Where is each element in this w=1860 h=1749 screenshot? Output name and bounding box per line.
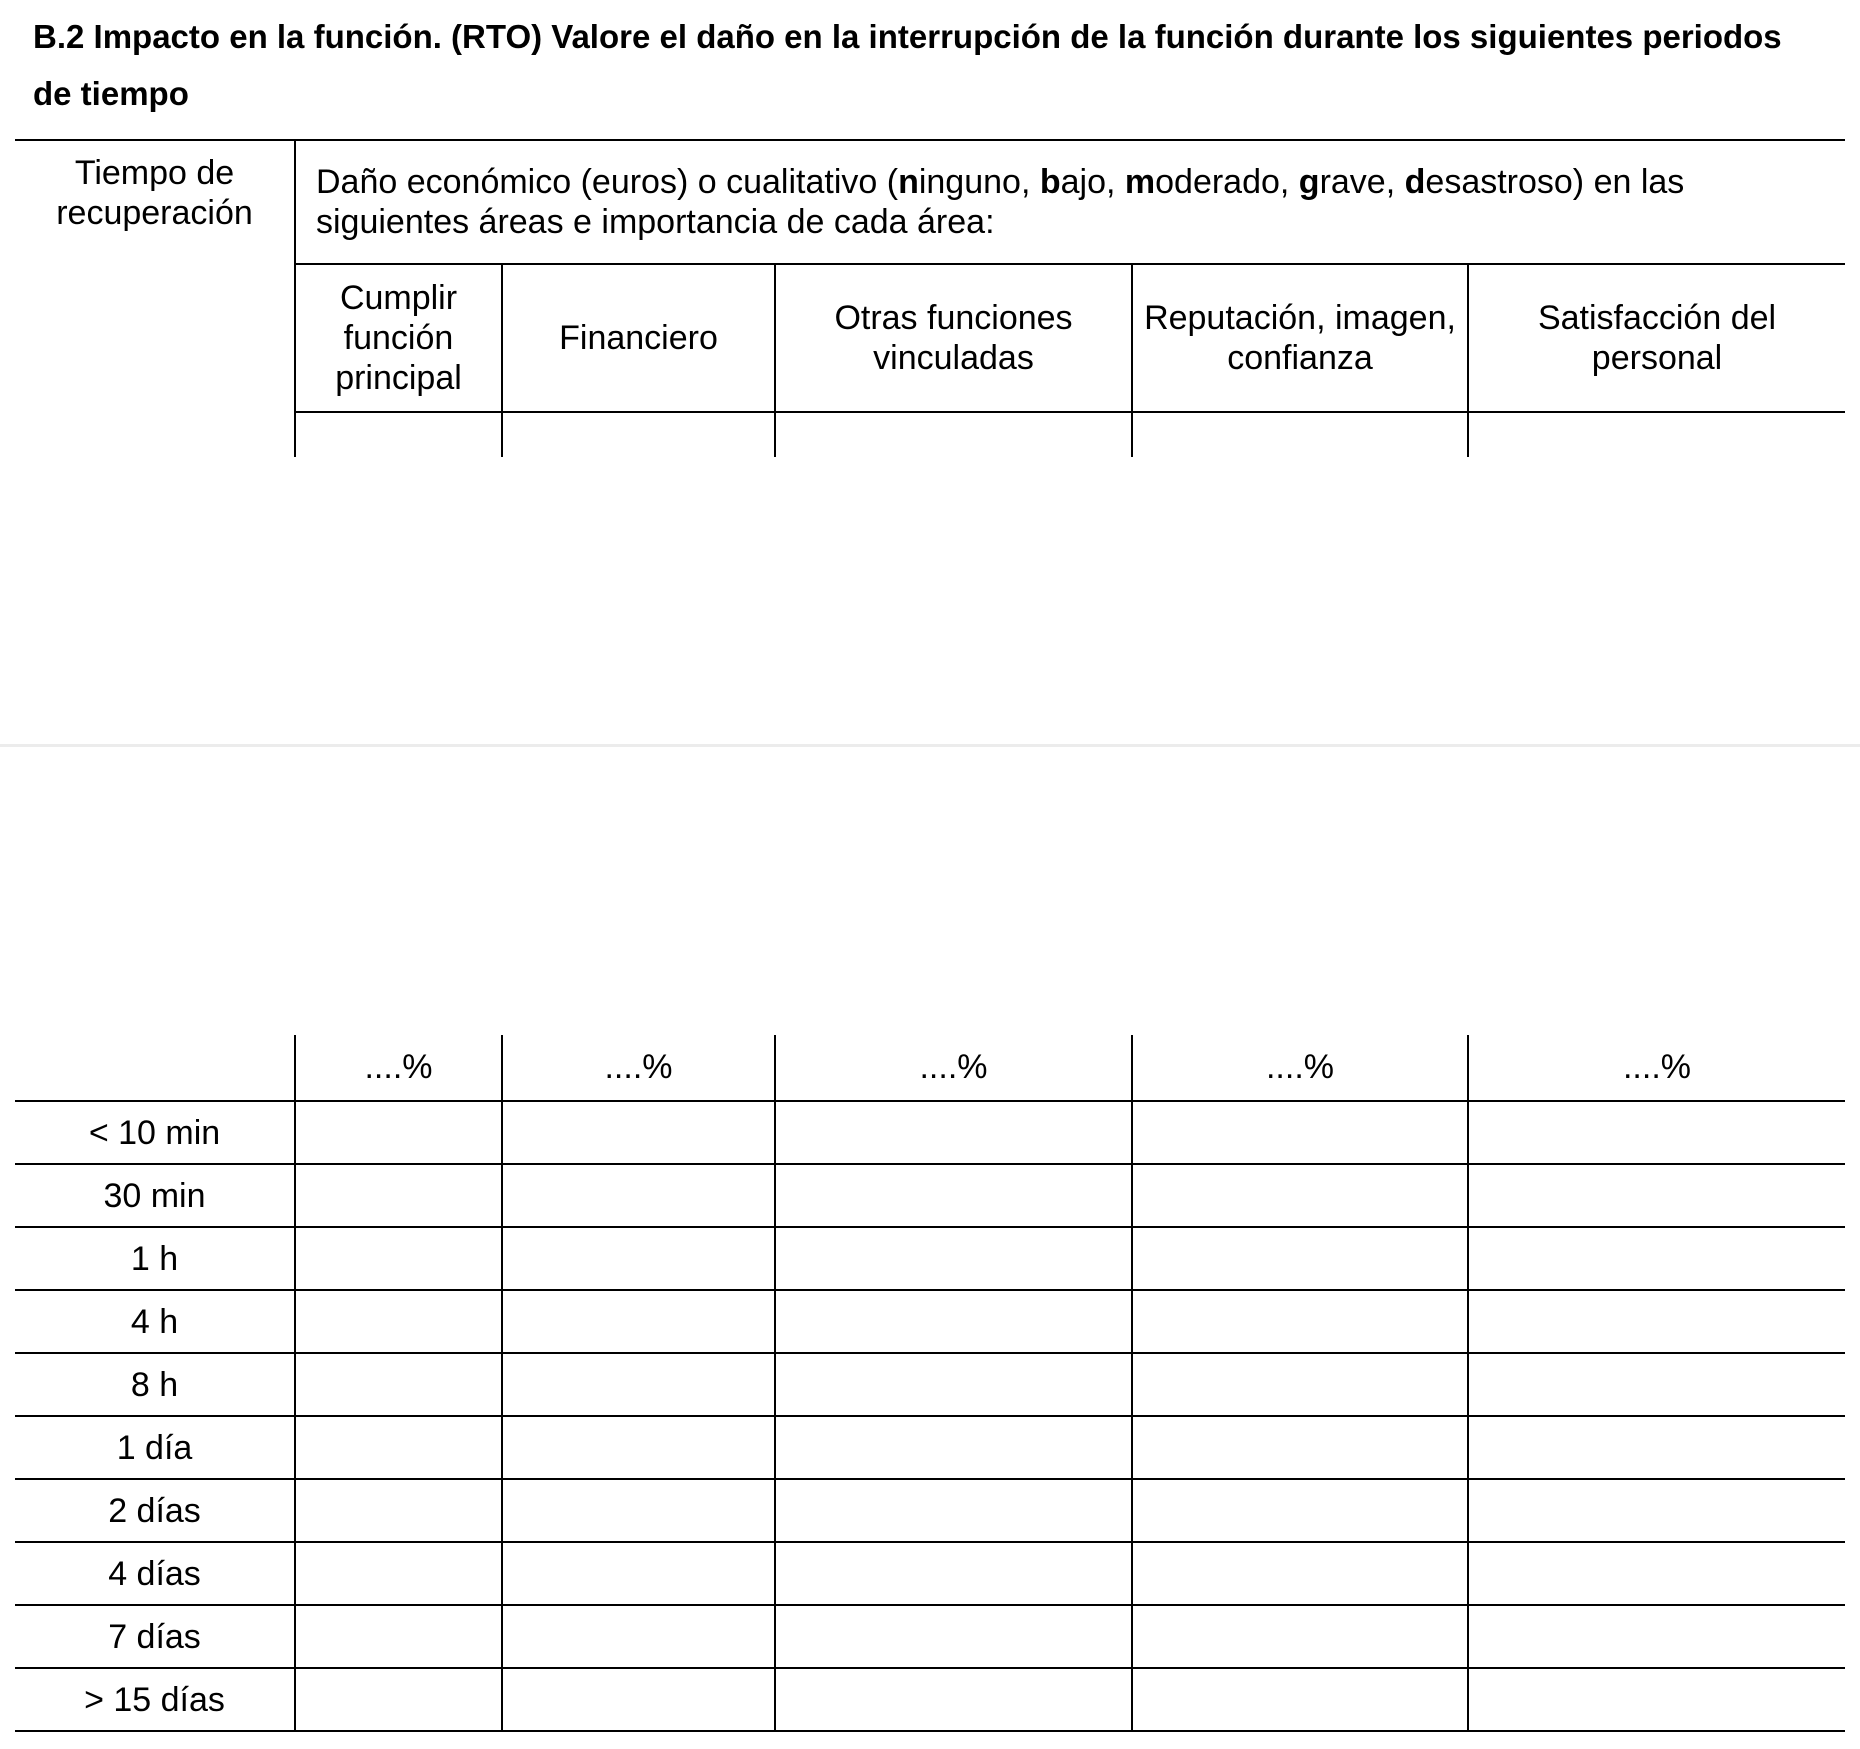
input-cell[interactable]	[295, 1416, 502, 1479]
period-label: < 10 min	[15, 1101, 295, 1164]
table-row	[15, 1353, 1845, 1416]
period-label: 1 h	[15, 1227, 295, 1290]
input-cell[interactable]	[775, 1668, 1132, 1731]
input-cell[interactable]	[1132, 1605, 1468, 1668]
input-cell[interactable]	[775, 1479, 1132, 1542]
period-label: 30 min	[15, 1164, 295, 1227]
input-cell[interactable]	[295, 1668, 502, 1731]
period-label: 7 días	[15, 1605, 295, 1668]
input-cell[interactable]	[502, 1227, 775, 1290]
section-title: B.2 Impacto en la función. (RTO) Valore el daño en la interrupción de la función durante los siguientes periodos de tiempo	[33, 18, 1782, 112]
area-header-linked-functions: Otras funciones vinculadas	[775, 264, 1132, 412]
input-cell[interactable]	[1468, 1290, 1845, 1353]
input-cell[interactable]	[295, 1542, 502, 1605]
damage-description-header: Daño económico (euros) o cualitativo (ninguno, bajo, moderado, grave, desastroso) en las siguientes áreas e importancia de cada área:	[295, 140, 1845, 264]
input-cell[interactable]	[502, 1101, 775, 1164]
importance-main-function[interactable]: ....%	[295, 1035, 502, 1101]
table-row	[15, 1101, 1845, 1164]
table-row	[15, 1605, 1845, 1668]
input-cell[interactable]	[295, 1479, 502, 1542]
input-cell[interactable]	[1132, 1668, 1468, 1731]
empty-cell	[775, 412, 1132, 457]
input-cell[interactable]	[502, 1542, 775, 1605]
importance-linked-functions[interactable]: ....%	[775, 1035, 1132, 1101]
table-row	[15, 1164, 1845, 1227]
input-cell[interactable]	[1468, 1605, 1845, 1668]
input-cell[interactable]	[1132, 1164, 1468, 1227]
input-cell[interactable]	[1468, 1101, 1845, 1164]
input-cell[interactable]	[1132, 1290, 1468, 1353]
input-cell[interactable]	[502, 1668, 775, 1731]
input-cell[interactable]	[775, 1542, 1132, 1605]
period-label: > 15 días	[15, 1668, 295, 1731]
area-header-main-function: Cumplir función principal	[295, 264, 502, 412]
empty-cell	[502, 412, 775, 457]
table-row	[15, 1668, 1845, 1731]
input-cell[interactable]	[502, 1416, 775, 1479]
input-cell[interactable]	[502, 1353, 775, 1416]
input-cell[interactable]	[295, 1605, 502, 1668]
importance-staff-satisfaction[interactable]: ....%	[1622, 1047, 1692, 1086]
period-label: 4 h	[15, 1290, 295, 1353]
empty-cell	[1132, 412, 1468, 457]
importance-reputation[interactable]: ....%	[1132, 1035, 1468, 1101]
table-row	[15, 1479, 1845, 1542]
importance-financial[interactable]: ....%	[502, 1035, 775, 1101]
area-header-reputation: Reputación, imagen, confianza	[1132, 264, 1468, 412]
input-cell[interactable]	[295, 1353, 502, 1416]
input-cell[interactable]	[1468, 1668, 1845, 1731]
empty-corner-cell	[15, 1035, 295, 1101]
input-cell[interactable]	[775, 1101, 1132, 1164]
input-cell[interactable]	[775, 1416, 1132, 1479]
input-cell[interactable]	[1132, 1101, 1468, 1164]
input-cell[interactable]	[502, 1479, 775, 1542]
input-cell[interactable]	[1132, 1479, 1468, 1542]
recovery-time-header: Tiempo de recuperación	[15, 140, 295, 457]
input-cell[interactable]	[1468, 1542, 1845, 1605]
impact-table-body	[15, 1035, 1845, 1732]
input-cell[interactable]	[1468, 1353, 1845, 1416]
period-label: 1 día	[15, 1416, 295, 1479]
empty-cell	[295, 412, 502, 457]
input-cell[interactable]	[775, 1353, 1132, 1416]
input-cell[interactable]	[1468, 1227, 1845, 1290]
area-header-staff-satisfaction: Satisfacción del personal	[1468, 264, 1845, 412]
table-row	[15, 1416, 1845, 1479]
input-cell[interactable]	[775, 1227, 1132, 1290]
period-label: 8 h	[15, 1353, 295, 1416]
table-row	[15, 1542, 1845, 1605]
input-cell[interactable]	[1132, 1542, 1468, 1605]
input-cell[interactable]	[775, 1164, 1132, 1227]
period-label: 2 días	[15, 1479, 295, 1542]
input-cell[interactable]	[295, 1290, 502, 1353]
input-cell[interactable]	[775, 1290, 1132, 1353]
page-divider	[0, 744, 1860, 747]
input-cell[interactable]	[1132, 1227, 1468, 1290]
input-cell[interactable]	[1132, 1416, 1468, 1479]
input-cell[interactable]	[295, 1101, 502, 1164]
empty-cell	[1468, 412, 1845, 457]
input-cell[interactable]	[502, 1164, 775, 1227]
input-cell[interactable]	[295, 1227, 502, 1290]
period-label: 4 días	[15, 1542, 295, 1605]
area-header-financial: Financiero	[502, 264, 775, 412]
input-cell[interactable]	[1468, 1164, 1845, 1227]
input-cell[interactable]	[502, 1605, 775, 1668]
input-cell[interactable]	[502, 1290, 775, 1353]
input-cell[interactable]	[1468, 1416, 1845, 1479]
input-cell[interactable]	[775, 1605, 1132, 1668]
table-row	[15, 1227, 1845, 1290]
input-cell[interactable]	[1468, 1479, 1845, 1542]
table-row	[15, 1290, 1845, 1353]
input-cell[interactable]	[295, 1164, 502, 1227]
input-cell[interactable]	[1132, 1353, 1468, 1416]
impact-table-header	[15, 139, 1845, 457]
